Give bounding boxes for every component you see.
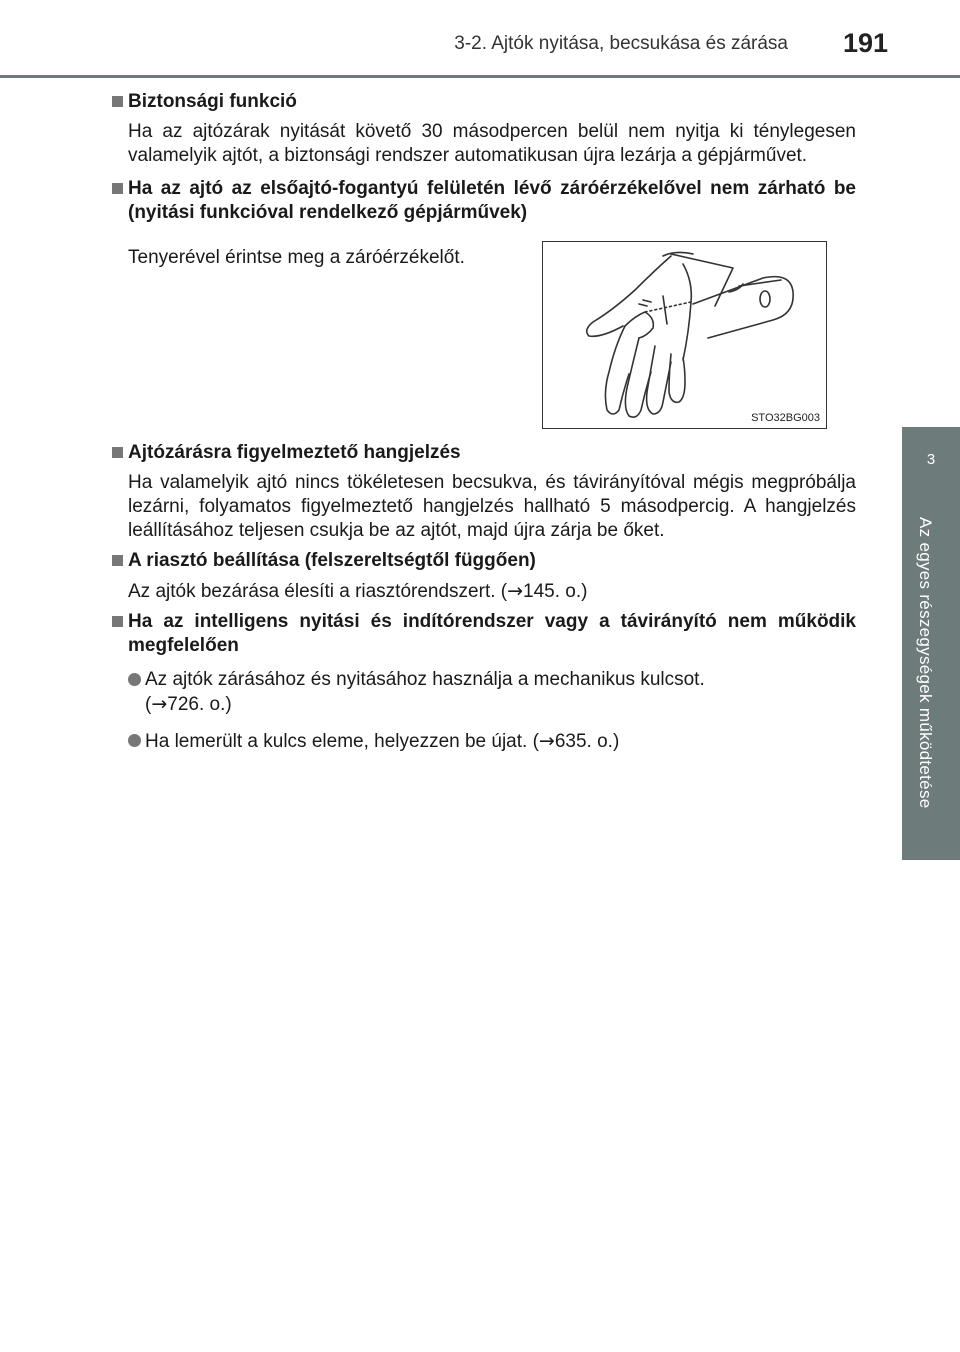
round-bullet-icon bbox=[128, 673, 141, 686]
square-bullet-icon bbox=[112, 96, 123, 107]
chapter-title: 3-2. Ajtók nyitása, becsukása és zárása bbox=[454, 33, 788, 54]
square-bullet-icon bbox=[112, 183, 123, 194]
section-heading-text: Ha az ajtó az elsőajtó-fogantyú felületén lévő záróérzékelővel nem zárható be (nyitási funkcióval rendelkező gépjárművek) bbox=[128, 178, 856, 223]
page-number: 191 bbox=[842, 28, 888, 58]
section-heading-text: Ha az intelligens nyitási és indítórendszer vagy a távirányító nem működik megfelelően bbox=[128, 611, 856, 656]
page-reference: 635. o.) bbox=[554, 731, 620, 752]
round-bullet-icon bbox=[128, 734, 141, 747]
section-paragraph: Tenyerével érintse meg a záróérzékelőt. bbox=[128, 247, 465, 268]
hand-on-door-handle-illustration bbox=[542, 241, 827, 429]
arrow-right-icon: → bbox=[538, 730, 555, 752]
arrow-right-icon: → bbox=[507, 580, 524, 602]
section-paragraph: Ha az ajtózárak nyitását követő 30 másodpercen belül nem nyitja ki ténylegesen valamelyik ajtót, a biztonsági rendszer automatikusan újra lezárja a gépjárművet. bbox=[128, 121, 856, 166]
bullet-item bbox=[128, 668, 856, 717]
chapter-side-tab bbox=[902, 427, 960, 860]
section-heading bbox=[112, 441, 856, 465]
bullet-text: Az ajtók zárásához és nyitásához használja a mechanikus kulcsot. bbox=[145, 669, 705, 690]
arrow-right-icon: → bbox=[151, 693, 168, 715]
page-reference: 145. o.) bbox=[523, 581, 588, 602]
paren: ( bbox=[145, 694, 152, 715]
section-heading bbox=[112, 549, 856, 573]
page-reference: 726. o.) bbox=[167, 694, 232, 715]
square-bullet-icon bbox=[112, 447, 123, 458]
square-bullet-icon bbox=[112, 555, 123, 566]
paragraph-text: Az ajtók bezárása élesíti a riasztórendszert. ( bbox=[128, 581, 508, 602]
figure-code: STO32BG003 bbox=[751, 412, 820, 424]
chapter-number: 3 bbox=[926, 451, 936, 468]
section-paragraph: Ha valamelyik ajtó nincs tökéletesen becsukva, és távirányítóval mégis megpróbálja lezárni, folyamatos figyelmeztető hangjelzés hallható 5 másodpercig. A hangjelzés leállításához teljesen csukja be az ajtót, majd újra zárja be őket. bbox=[128, 472, 856, 541]
bullet-text: Ha lemerült a kulcs eleme, helyezzen be újat. ( bbox=[145, 731, 539, 752]
section-heading-text: A riasztó beállítása (felszereltségtől függően) bbox=[128, 550, 536, 571]
chapter-label: Az egyes részegységek működtetése bbox=[916, 517, 935, 809]
square-bullet-icon bbox=[112, 616, 123, 627]
section-paragraph bbox=[128, 579, 856, 604]
page-content bbox=[112, 90, 856, 754]
section-heading bbox=[112, 177, 856, 225]
bullet-item bbox=[128, 729, 856, 754]
section-heading bbox=[112, 610, 856, 658]
hand-touching-door-handle-icon bbox=[543, 242, 825, 427]
header-divider bbox=[0, 75, 960, 78]
section-heading bbox=[112, 90, 856, 114]
section-heading-text: Biztonsági funkció bbox=[128, 91, 297, 112]
figure-row bbox=[112, 239, 856, 441]
section-heading-text: Ajtózárásra figyelmeztető hangjelzés bbox=[128, 442, 461, 463]
